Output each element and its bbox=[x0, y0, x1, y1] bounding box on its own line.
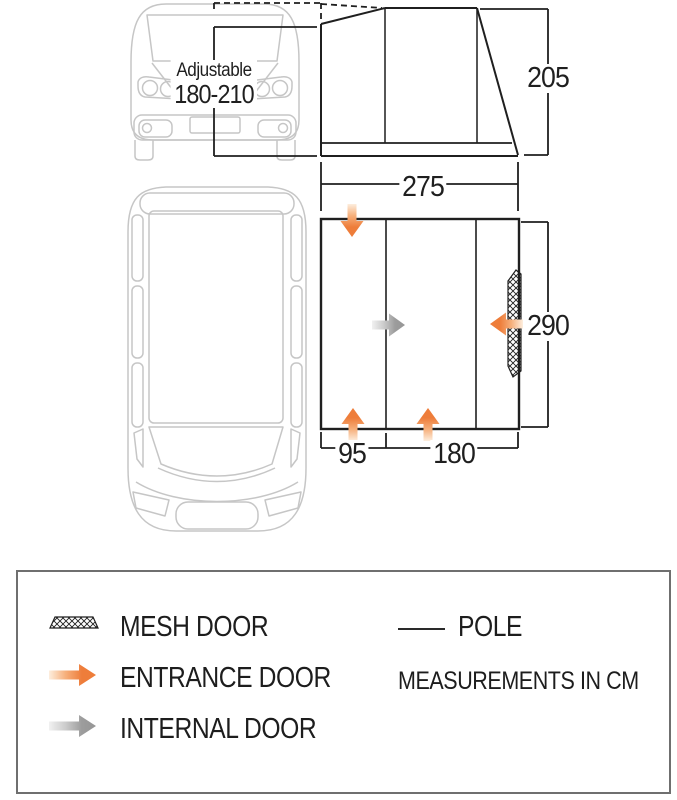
adjustable-height-label bbox=[171, 60, 258, 108]
measurements-note: MEASUREMENTS IN CM bbox=[398, 667, 639, 695]
van-top-roof-panel bbox=[149, 211, 283, 423]
dim-275-label: 275 bbox=[399, 173, 446, 202]
van-top-view bbox=[128, 187, 306, 531]
mesh-door-label: MESH DOOR bbox=[120, 611, 269, 643]
van-front-wheel-left bbox=[135, 140, 153, 160]
entrance-door-arrow-icon bbox=[48, 663, 98, 687]
internal-door-arrow-icon bbox=[48, 714, 98, 738]
pole-label: POLE bbox=[458, 611, 523, 643]
van-top-quarter-window-right bbox=[291, 429, 300, 467]
dim-205-label: 205 bbox=[524, 64, 571, 93]
dim-180-label: 180 bbox=[430, 440, 477, 469]
dim-290-label: 290 bbox=[524, 312, 571, 341]
adjustable-text: Adjustable bbox=[176, 60, 252, 81]
van-top-quarter-window-left bbox=[134, 429, 143, 467]
dimension-lines bbox=[214, 9, 548, 448]
entrance-door-label: ENTRANCE DOOR bbox=[120, 662, 331, 694]
entrance-arrow-top bbox=[341, 204, 364, 237]
entrance-arrow-bottom-mid bbox=[417, 408, 440, 441]
entrance-arrow-bottom-left bbox=[342, 408, 365, 441]
van-front-foglight-right bbox=[258, 120, 291, 137]
adjustable-range-text: 180-210 bbox=[174, 78, 254, 109]
van-front-wheel-right bbox=[277, 140, 295, 160]
van-top-grille bbox=[176, 502, 258, 529]
van-hidden-outline-dashed bbox=[214, 3, 382, 23]
awning-floor-plan bbox=[321, 204, 523, 441]
van-front-windshield bbox=[147, 15, 283, 61]
dim-95-label: 95 bbox=[335, 440, 368, 469]
van-top-windshield bbox=[149, 427, 283, 476]
legend-box bbox=[16, 570, 671, 794]
pole-icon bbox=[398, 628, 445, 630]
internal-door-arrow bbox=[372, 314, 405, 337]
van-front-foglight-left bbox=[139, 120, 172, 137]
internal-door-label: INTERNAL DOOR bbox=[120, 713, 317, 745]
mesh-door-icon bbox=[48, 615, 100, 631]
van-top-body bbox=[128, 187, 306, 531]
van-front-plate bbox=[190, 117, 240, 133]
